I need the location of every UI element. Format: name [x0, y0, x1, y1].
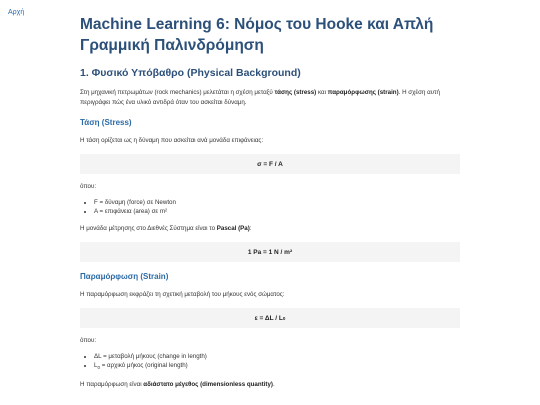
subheading-strain: Παραμόρφωση (Strain): [80, 272, 169, 281]
intro-text-1: Στη μηχανική πετρωμάτων (rock mechanics) μελετάται η σχέση μεταξύ: [80, 89, 275, 96]
unit-text: Η μονάδα μέτρησης στο Διεθνές Σύστημα είναι το: [80, 225, 217, 232]
unit-bold: Pascal (Pa): [216, 225, 250, 232]
strain-formula: [80, 308, 460, 328]
article: [80, 0, 460, 390]
item-text: = αρχικό μήκος (original length): [99, 362, 188, 369]
strain-formula-main: ε = ΔL / L: [254, 314, 283, 322]
dim-end: .: [273, 381, 275, 389]
stress-formula: σ = F / A: [80, 154, 460, 174]
intro-bold-strain: παραμόρφωσης (strain): [327, 89, 399, 96]
strain-formula-sub: 0: [282, 315, 286, 321]
list-item: • ΔL = μεταβολή μήκους (change in length): [94, 352, 460, 361]
dimensionless-paragraph: [80, 380, 460, 390]
list-item: • F = δύναμη (force) σε Newton: [94, 198, 460, 207]
list-item: • A = επιφάνεια (area) σε m²: [94, 207, 460, 216]
section-heading-physical-background: 1. Φυσικό Υπόβαθρο (Physical Background): [80, 67, 301, 79]
dim-text: Η παραμόρφωση είναι: [80, 381, 144, 389]
item-sub: 0: [97, 365, 100, 371]
intro-text-3: . Η σχέση αυτή περιγράφει πώς ένα υλικό αντιδρά όταν του ασκείται δύναμη.: [80, 89, 440, 106]
subheading-stress: Τάση (Stress): [80, 118, 132, 127]
strain-where: όπου:: [80, 337, 97, 344]
stress-where: όπου:: [80, 183, 97, 190]
intro-bold-stress: τάσης (stress): [274, 89, 317, 96]
dim-bold: αδιάστατο μέγεθος (dimensionless quantity): [143, 381, 273, 389]
intro-text-2: και: [316, 89, 328, 96]
strain-variable-list: [80, 352, 460, 372]
home-link[interactable]: Αρχή: [8, 9, 25, 16]
intro-paragraph: [80, 88, 460, 108]
page-title: Machine Learning 6: Νόμος του Hooke και Απλή Γραμμική Παλινδρόμηση: [80, 16, 434, 54]
list-item: [94, 361, 460, 372]
item-text: L: [94, 362, 98, 369]
strain-definition: Η παραμόρφωση εκφράζει τη σχετική μεταβολή του μήκους ενός σώματος:: [80, 291, 285, 298]
pascal-formula: 1 Pa = 1 N / m²: [80, 242, 460, 262]
stress-variable-list: [80, 198, 460, 216]
stress-definition: Η τάση ορίζεται ως η δύναμη που ασκείται ανά μονάδα επιφάνειας:: [80, 137, 264, 144]
unit-paragraph: [80, 224, 460, 234]
unit-end: :: [249, 225, 252, 232]
